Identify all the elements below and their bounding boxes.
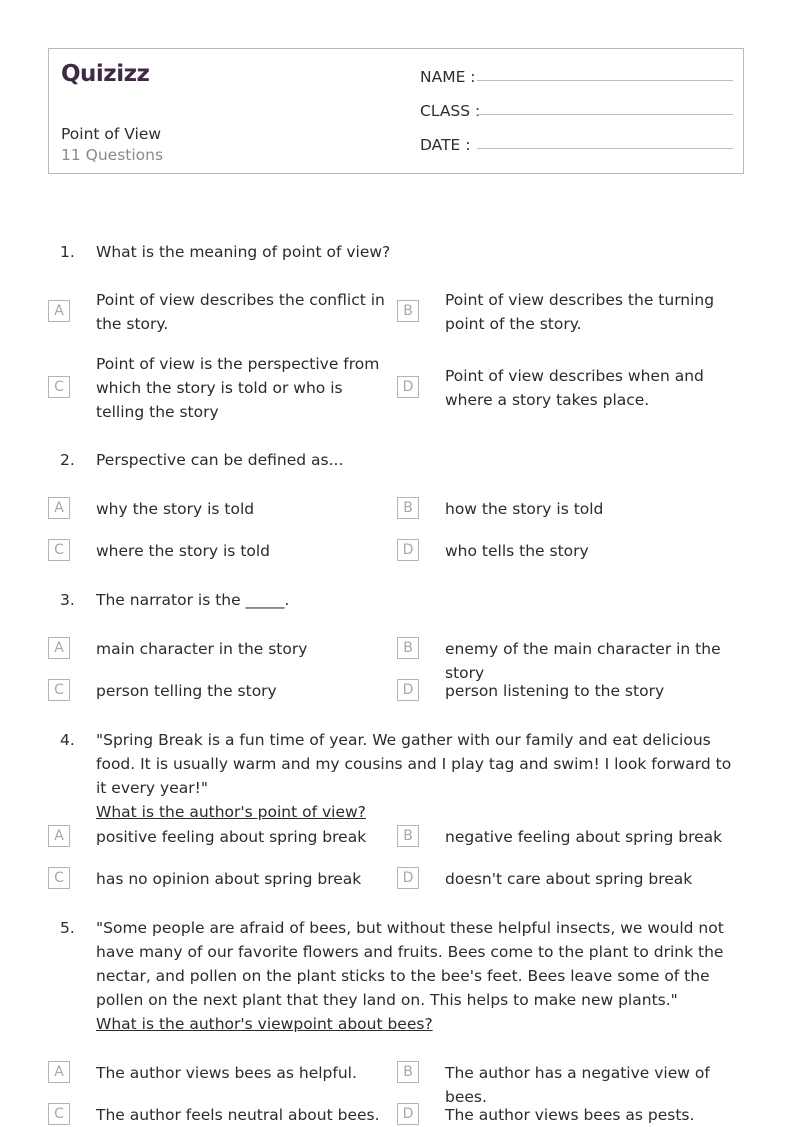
class-label: CLASS : <box>420 102 481 120</box>
option-a-box[interactable]: A <box>48 1061 70 1083</box>
class-line[interactable] <box>477 114 733 115</box>
name-label: NAME : <box>420 68 476 86</box>
option-c-text: where the story is told <box>96 542 271 560</box>
date-field[interactable] <box>420 136 470 154</box>
worksheet-header <box>48 48 744 174</box>
question-number: 3. <box>60 591 75 609</box>
option-b-text: enemy of the main character in the story <box>445 640 721 682</box>
option-a-box[interactable]: A <box>48 825 70 847</box>
question-text: What is the meaning of point of view? <box>96 243 391 261</box>
option-d-box[interactable]: D <box>397 376 419 398</box>
option-b-box[interactable]: B <box>397 1061 419 1083</box>
option-b-box[interactable]: B <box>397 300 419 322</box>
option-c-box[interactable]: C <box>48 867 70 889</box>
option-c-text: has no opinion about spring break <box>96 870 362 888</box>
option-a-box[interactable]: A <box>48 300 70 322</box>
option-d-text: person listening to the story <box>445 682 665 700</box>
option-a-box[interactable]: A <box>48 497 70 519</box>
question-number: 1. <box>60 243 75 261</box>
quizizz-logo <box>61 59 153 91</box>
option-a-box[interactable]: A <box>48 637 70 659</box>
option-b-text: The author has a negative view of bees. <box>445 1064 710 1106</box>
option-d-text: doesn't care about spring break <box>445 870 693 888</box>
question-number: 4. <box>60 731 75 749</box>
option-c-text: Point of view is the perspective from which the story is told or who is telling the story <box>96 355 380 421</box>
option-d-box[interactable]: D <box>397 679 419 701</box>
question-text: Perspective can be defined as... <box>96 451 344 469</box>
option-c-box[interactable]: C <box>48 679 70 701</box>
question-count: 11 Questions <box>61 146 164 164</box>
option-b-box[interactable]: B <box>397 825 419 847</box>
option-d-box[interactable]: D <box>397 1103 419 1125</box>
question-passage: "Some people are afraid of bees, but without these helpful insects, we would not have many of our favorite flowers and fruits. Bees come to the plant to drink the nectar, and pollen on the plant sticks to the bee's feet. Bees leave some of the pollen on the next plant that they land on. This helps to make new plants." <box>96 919 724 1009</box>
name-field[interactable] <box>420 68 476 86</box>
option-d-text: The author views bees as pests. <box>445 1106 695 1124</box>
option-d-text: who tells the story <box>445 542 589 560</box>
option-a-text: main character in the story <box>96 640 308 658</box>
question-prompt: What is the author's point of view? <box>96 803 366 821</box>
option-a-text: The author views bees as helpful. <box>96 1064 357 1082</box>
question-number: 5. <box>60 919 75 937</box>
option-a-text: positive feeling about spring break <box>96 828 367 846</box>
option-d-text: Point of view describes when and where a story takes place. <box>445 367 704 409</box>
option-b-box[interactable]: B <box>397 497 419 519</box>
option-a-text: why the story is told <box>96 500 255 518</box>
option-b-box[interactable]: B <box>397 637 419 659</box>
option-d-box[interactable]: D <box>397 867 419 889</box>
option-a-text: Point of view describes the conflict in the story. <box>96 291 385 333</box>
svg-text:Quizizz: Quizizz <box>61 61 150 87</box>
date-line[interactable] <box>477 148 733 149</box>
option-c-box[interactable]: C <box>48 539 70 561</box>
question-number: 2. <box>60 451 75 469</box>
question-text <box>96 728 746 824</box>
name-line[interactable] <box>477 80 733 81</box>
option-b-text: negative feeling about spring break <box>445 828 723 846</box>
date-label: DATE : <box>420 136 471 154</box>
worksheet-title: Point of View <box>61 125 162 143</box>
option-c-box[interactable]: C <box>48 1103 70 1125</box>
question-text: The narrator is the _____. <box>96 591 290 609</box>
option-c-text: person telling the story <box>96 682 277 700</box>
option-c-box[interactable]: C <box>48 376 70 398</box>
option-b-text: Point of view describes the turning point of the story. <box>445 291 715 333</box>
option-c-text: The author feels neutral about bees. <box>96 1106 380 1124</box>
question-passage: "Spring Break is a fun time of year. We gather with our family and eat delicious food. It is usually warm and my cousins and I play tag and swim! I look forward to it every year!" <box>96 731 732 797</box>
question-text <box>96 916 746 1036</box>
option-b-text: how the story is told <box>445 500 604 518</box>
quizizz-logo-graphic <box>61 59 153 87</box>
class-field[interactable] <box>420 102 480 120</box>
question-prompt: What is the author's viewpoint about bees? <box>96 1015 433 1033</box>
option-d-box[interactable]: D <box>397 539 419 561</box>
